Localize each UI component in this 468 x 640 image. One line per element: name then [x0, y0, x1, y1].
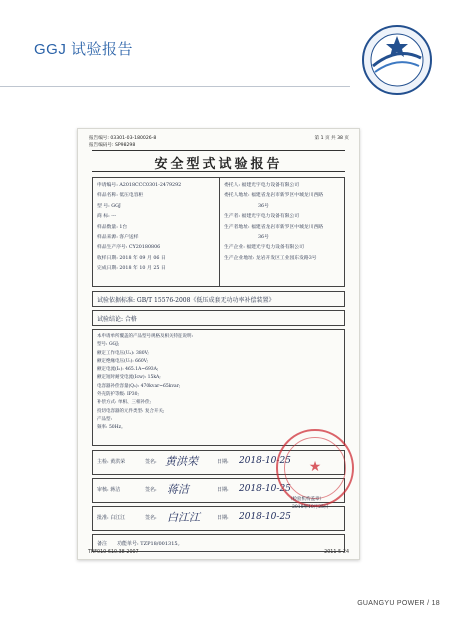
test-standard: 试验依据标准: GB/T 15576-2008《低压成套无功功率补偿装置》	[97, 297, 275, 304]
remark-text: 功能单号: TZP18/001315。	[117, 541, 183, 547]
sample-source: 样品来源: 客户送样	[97, 235, 139, 241]
form-date: 2011-5-24	[324, 550, 349, 555]
application-number: 申请编号: A2018CCC0301-2479292	[97, 183, 182, 188]
inspector-date: 2018-10-25	[239, 456, 291, 466]
spec-line: 型号: GGJ;	[97, 342, 120, 348]
complete-date: 完成日期: 2018 年 10 月 25 日	[97, 266, 166, 272]
spec-line: 额定绝缘电压(Uᵢ): 660V;	[97, 358, 149, 364]
title-rule-top	[92, 150, 345, 151]
producer-address: 生产者地址: 福建省龙岩市新罗区中城龙川西路	[224, 224, 324, 230]
inspector-name: 主检: 黄洪荣	[97, 459, 126, 465]
spec-line: 额定短时耐受电流(Iᴄᴡ): 15kA;	[97, 375, 161, 381]
product-spec-box	[92, 329, 345, 446]
test-report-document	[77, 128, 360, 560]
test-standard-row	[92, 291, 345, 307]
seal-star-icon: ★	[308, 459, 322, 475]
producer: 生产者: 福建光宇电力设备有限公司	[224, 214, 300, 220]
product-spec-list	[97, 333, 193, 433]
spec-line: 额定工作电压(Uₑ): 380V;	[97, 350, 149, 356]
reviewer-name: 审核: 蒋洁	[97, 487, 121, 493]
page-info: 第 1 页 共 38 页	[314, 136, 349, 141]
sample-quantity: 样品数量: 1台	[97, 224, 128, 230]
spec-line: 电容器补偿容量(Qₙ): 470kvar~65kvar;	[97, 383, 181, 389]
factory-address: 生产企业地址: 龙岩开发区工业园东发路3号	[224, 255, 317, 261]
approver-date-label: 日期:	[217, 515, 229, 521]
approver-date: 2018-10-25	[239, 512, 291, 522]
trademark: 商 标: ---	[97, 214, 117, 220]
producer-address-cont: 36号	[258, 235, 269, 241]
page-title: GGJ 试验报告	[34, 41, 134, 58]
spec-line: 额定电流(Iₙ): 465.1A~693A;	[97, 367, 159, 373]
page-footer: GUANGYU POWER / 18	[357, 600, 440, 607]
title-divider	[0, 86, 350, 87]
test-conclusion-row	[92, 310, 345, 326]
reviewer-date: 2018-10-25	[239, 484, 291, 494]
sample-info-table	[92, 177, 345, 287]
factory: 生产企业: 福建光宇电力设备有限公司	[224, 245, 304, 251]
report-code: 报告编码号: SP98298	[89, 143, 136, 148]
client-address-cont: 36号	[258, 203, 269, 209]
sample-serial: 样品生产序号: CY20180806	[97, 245, 161, 251]
model: 型 号: GGJ	[97, 203, 121, 209]
receive-date: 收样日期: 2018 年 09 月 06 日	[97, 255, 166, 261]
spec-line: 投切电容器的元件类型: 复合开关;	[97, 408, 165, 414]
approver-sign-label: 签名:	[145, 515, 157, 521]
logo	[359, 22, 435, 98]
client-fields	[224, 181, 323, 264]
reviewer-date-label: 日期:	[217, 487, 229, 493]
reviewer-sign-label: 签名:	[145, 487, 157, 493]
spec-line: 产品型:	[97, 416, 113, 422]
test-conclusion: 试验结论: 合格	[97, 316, 137, 323]
remark-label: 备注	[97, 541, 108, 547]
spec-line: 外壳防护等级: IP30;	[97, 392, 139, 398]
sample-name: 样品名称: 低压电容柜	[97, 193, 144, 199]
approver-name: 批准: 白江江	[97, 515, 126, 521]
title-rule-bottom	[92, 171, 345, 172]
inspector-signature: 黄洪荣	[165, 455, 198, 468]
approver-signature: 白江江	[167, 511, 200, 524]
spec-line: 本申请单所覆盖的产品型号规格及相关特征说明:	[97, 334, 194, 339]
client: 委托人: 福建光宇电力设备有限公司	[224, 183, 300, 188]
client-address: 委托人地址: 福建省龙岩市新罗区中城龙川西路	[224, 193, 324, 199]
inspector-date-label: 日期:	[217, 459, 229, 465]
reviewer-signature: 蒋洁	[167, 483, 189, 496]
spec-line: 频率: 50Hz。	[97, 425, 126, 431]
report-number: 报告编号: 03301-03-180026-8	[89, 136, 157, 141]
report-title: 安全型式试验报告	[154, 157, 283, 172]
report-header	[89, 135, 156, 149]
spec-line: 补偿方式: 单相、三相补偿;	[97, 400, 151, 406]
inspector-sign-label: 签名:	[145, 459, 157, 465]
column-divider	[219, 178, 220, 286]
seal-note: （检验机构盖章）	[288, 497, 324, 502]
seal-date: 2018年10月25日	[292, 505, 329, 510]
sample-fields	[97, 181, 181, 275]
form-code: TRF010-610.38-2007	[88, 550, 139, 555]
